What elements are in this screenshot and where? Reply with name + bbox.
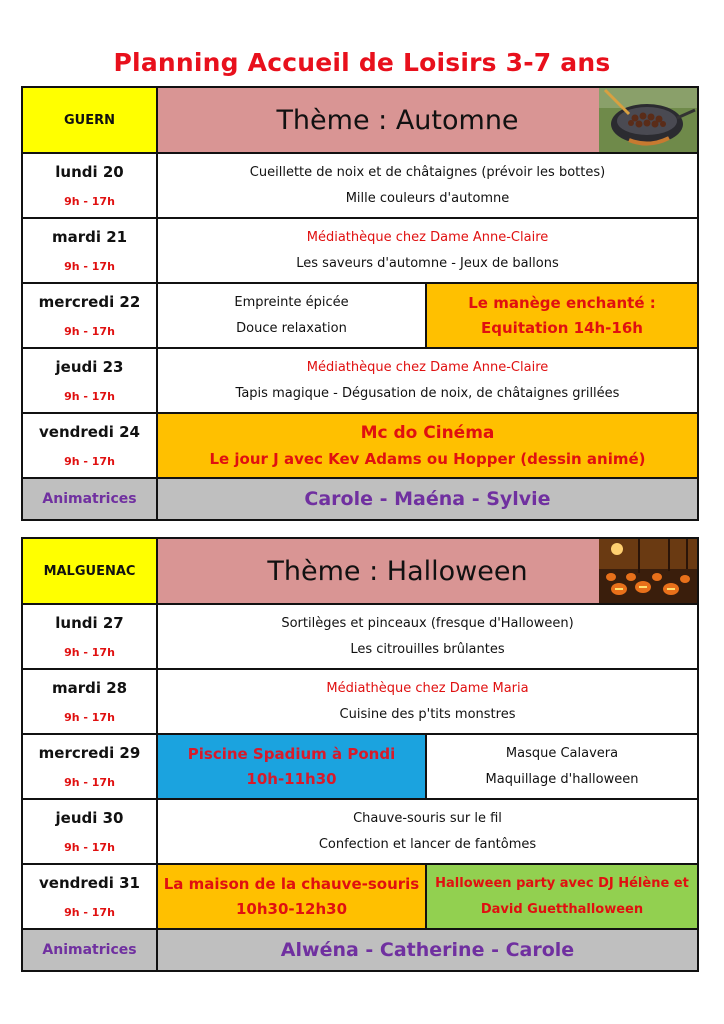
day-row	[23, 605, 697, 670]
activity: Confection et lancer de fantômes	[318, 836, 537, 852]
activity: Sortilèges et pinceaux (fresque d'Halloween)	[281, 616, 574, 632]
activity: Mille couleurs d'automne	[345, 190, 510, 206]
activity: Masque Calavera	[505, 746, 619, 762]
day-row	[23, 349, 697, 414]
roasting-chestnuts-photo-icon	[599, 88, 697, 152]
site-name: MALGUENAC	[23, 539, 158, 603]
jack-o-lanterns-photo-icon	[599, 539, 697, 603]
theme-title: Thème : Halloween	[267, 555, 528, 587]
day-hours: 9h - 17h	[64, 390, 115, 403]
day-row	[23, 414, 697, 479]
day-row	[23, 284, 697, 349]
day-name: mercredi 29	[38, 744, 141, 762]
theme-title: Thème : Automne	[276, 104, 519, 136]
activity: Les citrouilles brûlantes	[350, 641, 505, 657]
theme-banner	[158, 539, 697, 603]
day-name: jeudi 23	[55, 358, 124, 376]
day-row	[23, 219, 697, 284]
day-name: lundi 20	[55, 163, 124, 181]
day-hours: 9h - 17h	[64, 260, 115, 273]
day-hours: 9h - 17h	[64, 776, 115, 789]
theme-banner	[158, 88, 697, 152]
day-hours: 9h - 17h	[64, 711, 115, 724]
activity-outing: Piscine Spadium à Pondi	[187, 744, 396, 763]
day-hours: 9h - 17h	[64, 906, 115, 919]
day-row	[23, 670, 697, 735]
day-hours: 9h - 17h	[64, 455, 115, 468]
activity-party: David Guetthalloween	[480, 901, 644, 917]
day-name: mardi 21	[51, 228, 128, 246]
schedule-guern	[21, 86, 699, 521]
day-name: lundi 27	[55, 614, 124, 632]
day-name: jeudi 30	[55, 809, 124, 827]
day-row	[23, 865, 697, 930]
activity: Douce relaxation	[236, 320, 347, 336]
header-row	[23, 88, 697, 154]
site-name: GUERN	[23, 88, 158, 152]
activity: Empreinte épicée	[234, 295, 349, 311]
activity-outing: Le jour J avec Kev Adams ou Hopper (dessin animé)	[209, 449, 646, 468]
day-hours: 9h - 17h	[64, 325, 115, 338]
staff-label: Animatrices	[23, 930, 158, 970]
staff-names: Alwéna - Catherine - Carole	[280, 939, 575, 961]
header-row	[23, 539, 697, 605]
day-name: vendredi 24	[39, 423, 140, 441]
activity-outing-time: 10h30-12h30	[235, 900, 348, 919]
staff-row	[23, 479, 697, 519]
day-name: vendredi 31	[39, 874, 140, 892]
activity-outing: Mc do Cinéma	[360, 423, 495, 444]
activity: Chauve-souris sur le fil	[353, 811, 502, 827]
day-name: mardi 28	[51, 679, 128, 697]
activity-outing-time: 10h-11h30	[246, 770, 337, 789]
day-hours: 9h - 17h	[64, 646, 115, 659]
day-row	[23, 154, 697, 219]
day-name: mercredi 22	[38, 293, 141, 311]
activity: Maquillage d'halloween	[485, 771, 639, 787]
staff-row	[23, 930, 697, 970]
activity-outing: La maison de la chauve-souris	[163, 874, 420, 893]
day-row	[23, 735, 697, 800]
activity: Tapis magique - Dégusation de noix, de châtaignes grillées	[235, 385, 620, 401]
activity-outing: Médiathèque chez Dame Anne-Claire	[306, 230, 549, 246]
page-title: Planning Accueil de Loisirs 3-7 ans	[113, 48, 611, 77]
activity: Cuisine des p'tits monstres	[339, 706, 516, 722]
activity-party: Halloween party avec DJ Hélène et	[435, 876, 689, 892]
schedule-malguenac	[21, 537, 699, 972]
day-hours: 9h - 17h	[64, 195, 115, 208]
activity: Les saveurs d'automne - Jeux de ballons	[296, 255, 559, 271]
staff-names: Carole - Maéna - Sylvie	[304, 488, 551, 510]
activity: Cueillette de noix et de châtaignes (prévoir les bottes)	[249, 165, 606, 181]
day-row	[23, 800, 697, 865]
day-hours: 9h - 17h	[64, 841, 115, 854]
activity-outing: Le manège enchanté :	[468, 293, 656, 312]
activity-outing: Médiathèque chez Dame Anne-Claire	[306, 360, 549, 376]
staff-label: Animatrices	[23, 479, 158, 519]
activity-outing: Médiathèque chez Dame Maria	[326, 681, 529, 697]
activity-outing-time: Equitation 14h-16h	[481, 319, 643, 338]
